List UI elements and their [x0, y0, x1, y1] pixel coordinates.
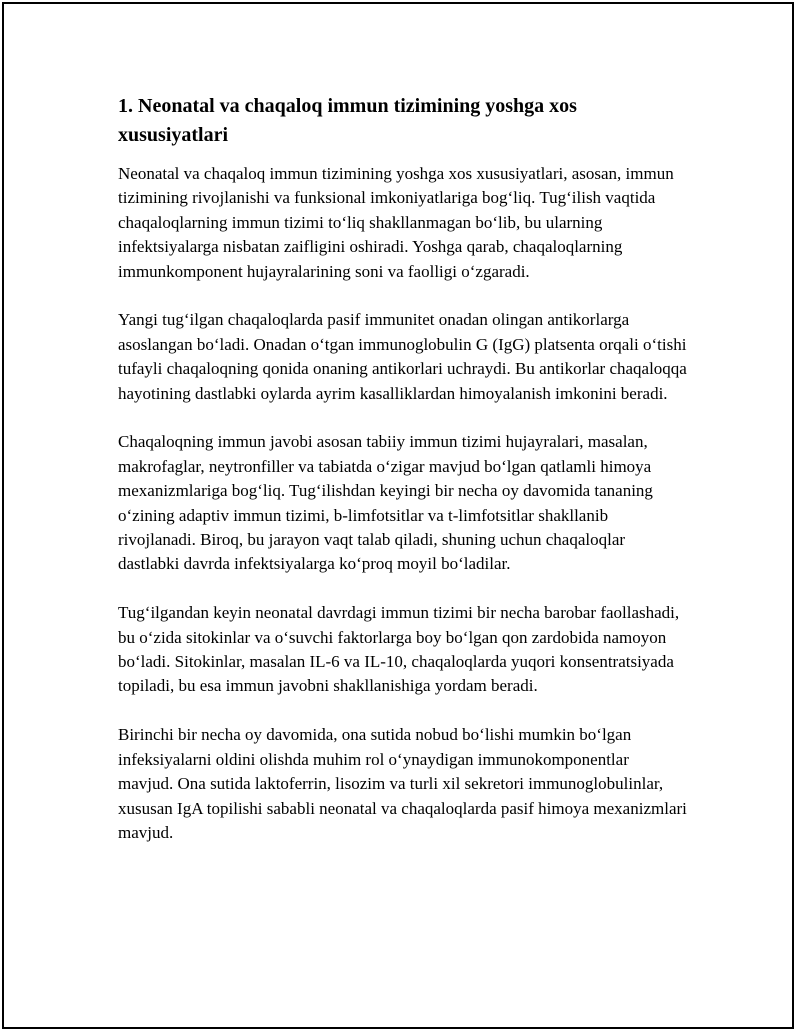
paragraph-4: Tug‘ilgandan keyin neonatal davrdagi immun tizimi bir necha barobar faollashadi, bu o‘zida sitokinlar va o‘suvchi faktorlarga boy bo‘lgan qon zardobida namoyon bo‘ladi. Sitokinlar, masalan IL-6 va IL-10, chaqaloqlarda yuqori konsentratsiyada topiladi, bu esa immun javobni shakllanishiga yordam beradi. — [118, 603, 680, 696]
paragraph-5: Birinchi bir necha oy davomida, ona sutida nobud bo‘lishi mumkin bo‘lgan infeksiyalarni oldini olishda muhim rol o‘ynaydigan immunokomponentlar mavjud. Ona sutida laktoferrin, lisozim va turli xil sekretori immunoglobulinlar, xususan IgA topilishi sababli neonatal va chaqaloqlarda pasif himoya mexanizmlari mavjud. — [118, 725, 687, 842]
document-body — [118, 92, 688, 870]
paragraph-1: Neonatal va chaqaloq immun tizimining yoshga xos xususiyatlari, asosan, immun tizimining rivojlanishi va funksional imkoniyatlariga bog‘liq. Tug‘ilish vaqtida chaqaloqlarning immun tizimi to‘liq shakllanmagan bo‘lib, bu ularning infektsiyalarga nisbatan zaifligini oshiradi. Yoshga qarab, chaqaloqlarning immunkomponent hujayralarining soni va faolligi o‘zgaradi. — [118, 164, 674, 281]
section-heading: 1. Neonatal va chaqaloq immun tizimining yoshga xos xususiyatlari — [118, 95, 577, 146]
paragraph-2: Yangi tug‘ilgan chaqaloqlarda pasif immunitet onadan olingan antikorlarga asoslangan bo‘ladi. Onadan o‘tgan immunoglobulin G (IgG) platsenta orqali o‘tishi tufayli chaqaloqning qonida onaning antikorlari uchraydi. Bu antikorlar chaqaloqqa hayotining dastlabki oylarda ayrim kasalliklardan himoyalanish imkonini beradi. — [118, 310, 687, 403]
paragraph-3: Chaqaloqning immun javobi asosan tabiiy immun tizimi hujayralari, masalan, makrofaglar, neytronfiller va tabiatda o‘zigar mavjud bo‘lgan qatlamli himoya mexanizmlariga bog‘liq. Tug‘ilishdan keyingi bir necha oy davomida tananing o‘zining adaptiv immun tizimi, b-limfotsitlar va t-limfotsitlar shakllanib rivojlanadi. Biroq, bu jarayon vaqt talab qiladi, shuning uchun chaqaloqlar dastlabki davrda infektsiyalarga ko‘proq moyil bo‘ladilar. — [118, 432, 653, 574]
